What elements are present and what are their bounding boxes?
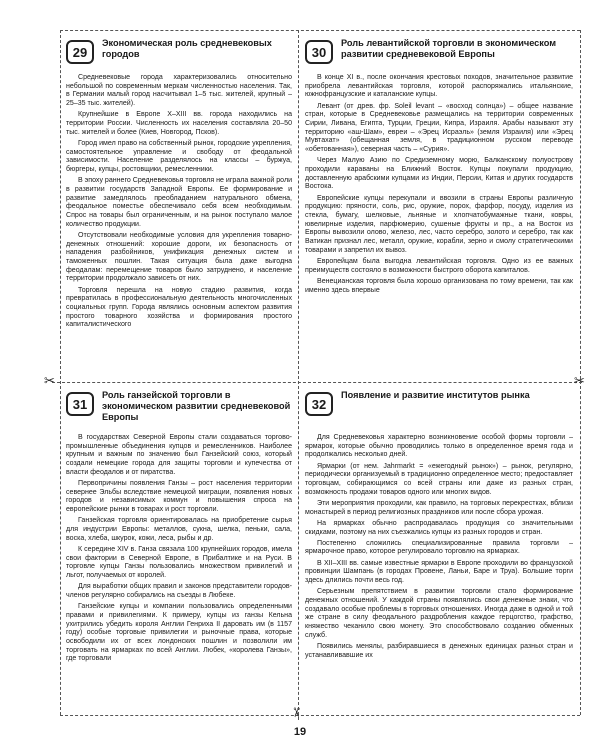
paragraph: В XII–XIII вв. самые известные ярмарки в Европе проходили во французской провинции Шампань (в городах Провене, Ланьи, Баре и Труа). Большие торги здесь длились почти весь год. [305, 559, 573, 585]
card-body [305, 74, 573, 295]
paragraph: Отсутствовали необходимые условия для укрепления товарно-денежных отношений: хорошие дороги, их безопасность от нападения разбойников, унификация денежных систем и таможенных пошлин. Такая ситуация была даже выгодна феодалам: перемещение товаров было затруднено, и население территории продолжало зависеть от них. [66, 231, 292, 283]
card-number: 30 [305, 40, 333, 64]
paragraph: Ганзейская торговля ориентировалась на приобретение сырья для индустрии Европы: металлов, сукна, шелка, пеньки, сала, воска, хлеба, шкурок, кожи, леса, рыбы и др. [66, 517, 292, 542]
card-header [66, 390, 292, 434]
paragraph: В конце XI в., после окончания крестовых походов, значительное развитие приобрела левантийская торговля, которой распоряжались итальянские, южнофранцузские и каталанские купцы. [305, 74, 573, 99]
card-number: 32 [305, 392, 333, 416]
card-header [305, 390, 573, 434]
card-header [66, 38, 292, 74]
cut-line-horizontal [52, 382, 582, 383]
cut-line-bottom [60, 715, 580, 716]
paragraph: Средневековые города характеризовались относительно небольшой по современным меркам численностью населения. Так, в Германии малый город насчитывал 1–5 тыс. жителей, крупный – 25–35 тыс. жителей). [66, 74, 292, 108]
cut-line-vertical [298, 30, 299, 720]
paragraph: Европейцам была выгодна левантийская торговля. Одно из ее важных преимуществ состояло в возможности быстрого оборота капиталов. [305, 258, 573, 274]
paragraph: Эти мероприятия проходили, как правило, на торговых перекрестках, вблизи монастырей в период религиозных праздников или после сбора урожая. [305, 499, 573, 516]
scissors-icon: ✂ [288, 707, 304, 718]
card-number: 31 [66, 392, 94, 416]
card-29 [66, 38, 292, 376]
card-header [305, 38, 573, 74]
paragraph: Венецианская торговля была хорошо организована по тому времени, так как именно здесь впервые [305, 277, 573, 294]
paragraph: Ярмарки (от нем. Jahrmarkt = «ежегодный рынок») – рынок, регулярно, периодически организуемый в традиционно определенное место; предоставляет торговцам, собирающимся со всей страны или даже из разных стран, возможность продажи товаров одного или многих видов. [305, 462, 573, 496]
card-32 [305, 390, 573, 708]
card-30 [305, 38, 573, 376]
paragraph: К середине XIV в. Ганза связала 100 крупнейших городов, имела свои фактории в Северной Европе, в Прибалтике и на Руси. В торговле купцы Ганзы пользовались множеством привилегий и льгот, получаемых от королей. [66, 545, 292, 580]
card-title: Экономическая роль средневековых городов [102, 38, 272, 59]
paragraph: В эпоху раннего Средневековья торговля не играла важной роли в развитии государств Западной Европы. Ее формирование и развитие замедлялось преобладанием натурального обмена, феодальное поместье обеспечивало себя всем необходимым. Спрос на товары был ограниченным, и на рынок поступало малое количество продукции. [66, 177, 292, 228]
paragraph: Первопричины появления Ганзы – рост населения территории севернее Эльбы вследствие немецкой миграции, появления новых городов и независимых коммун и повышения спроса на европейские рынки в товарах и рост торговли. [66, 480, 292, 514]
paragraph: Для Средневековья характерно возникновение особой формы торговли – ярмарок, которые обычно проводились только в определенное время года и продолжались несколько дней. [305, 434, 573, 459]
card-body [66, 74, 292, 330]
paragraph: Город имел право на собственный рынок, городские укрепления, самостоятельное управление и свободу от феодальной зависимости. Население разделялось на классы – буржуа, бюргеры, купцы, ростовщики, ремесленники. [66, 139, 292, 174]
paragraph: Появились менялы, разбиравшиеся в денежных единицах разных стран и устанавливавшие их [305, 642, 573, 659]
card-title: Роль ганзейской торговли в экономическом развитии средневековой Европы [102, 390, 291, 422]
page-number: 19 [293, 726, 307, 738]
card-body [66, 434, 292, 664]
scissors-icon: ✂ [574, 373, 585, 388]
card-title: Роль левантийской торговли в экономическом развитии средневековой Европы [341, 38, 557, 59]
paragraph: На ярмарках обычно распродавалась продукция со значительными скидками, поэтому на них съезжались купцы из разных городов и стран. [305, 519, 573, 536]
paragraph: Крупнейшие в Европе X–XIII вв. города находились на территории России. Численность их населения составляла 20–50 тыс. жителей и более (Киев, Новгород, Псков). [66, 111, 292, 136]
paragraph: Для выработки общих правил и законов представители городов-членов регулярно собирались на съезды в Любеке. [66, 583, 292, 599]
card-body [305, 434, 573, 660]
scissors-icon: ✂ [44, 373, 55, 388]
paragraph: Левант (от древ. фр. Soleil levant – «восход солнца») – общее название стран, которые в Средневековье размещались на территории современных Сирии, Ливана, Египта, Турции, Греции, Кипра, Израиля. Арабы называют эту территорию «аш-Шам», евреи – «Эрец Исраэль» (земля Израиля) или «Эрец Мувтахат» (обещанная земля, в традиционном русском переводе «обетованная»), северная часть – «Сурия». [305, 102, 573, 154]
card-31 [66, 390, 292, 708]
paragraph: Постепенно сложились специализированные правила торговли – ярмарочное право, которое регулировало торговлю на ярмарках. [305, 539, 573, 556]
paragraph: Европейские купцы перекупали и ввозили в страны Европы различную продукцию: пряности, соль, рис, оружие, порох, фарфор, посуду, изделия из стекла, бумагу, шелковые, льняные и хлопчатобумажные ткани, ковры, ювелирные изделия, парфюмерию, сушеные фрукты и пр., а на Восток из Европы вывозили олово, железо, лес, часто серебро, золото и серебро, так как Ватикан признал лес, металл, оружие, корабли, зерно и смолу стратегическими товарами и запретил их вывоз. [305, 194, 573, 254]
card-number: 29 [66, 40, 94, 64]
paragraph: В государствах Северной Европы стали создаваться торгово-промышленные объединения купцов и ремесленников. Наиболее крупным и важным по значению был Ганзейский союз, который создали немецкие города для защиты торговли и купечества от власти феодалов и от пиратства. [66, 434, 292, 476]
paragraph: Торговля перешла на новую стадию развития, когда превратилась в профессиональную деятельность многочисленных социальных групп. Города являлись основным аспектом развития простого товарного хозяйства и формирования простого капиталистического [66, 286, 292, 329]
card-title: Появление и развитие институтов рынка [341, 390, 530, 400]
paragraph: Ганзейские купцы и компании пользовались определенными правами и привилегиями. К примеру, купцы из ганзы Кельна ухитрились убедить короля Англии Генриха II даровать им (в 1157 году) особые торговые привилегии и рыночные права, которые освободили их от всех лондонских пошлин и позволили им торговать на ярмарках по всей Англии. Любек, «королева Ганзы», где торговали [66, 603, 292, 663]
paragraph: Через Малую Азию по Средиземному морю, Балканскому полуострову проходили караваны на Ближний Восток. Купцы покупали продукцию, доставленную арабскими купцами из Индии, Персии, Китая и других государств Востока. [305, 157, 573, 191]
cut-line-top [60, 30, 580, 31]
cut-line-left [60, 30, 61, 715]
paragraph: Серьезным препятствием в развитии торговли стало формирование денежных отношений. У каждой страны появлялись свои денежные знаки, что создавало особые проблемы в торговых отношениях. Иногда даже в одной и той же стране в силу феодального раздробления каждое герцогство, графство, княжество чеканило свою монету. Это способствовало созданию обменных служб. [305, 588, 573, 639]
